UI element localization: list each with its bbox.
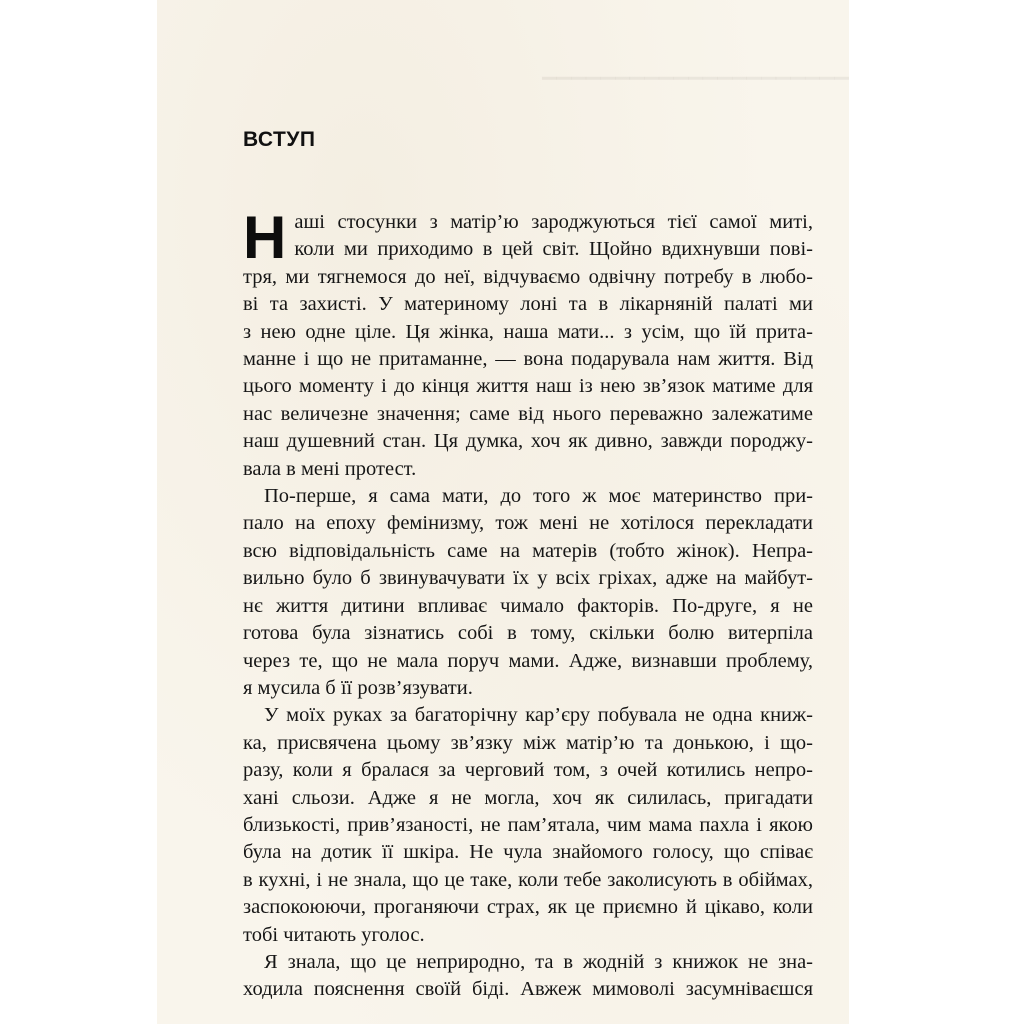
text-line: в кухні, і не знала, що це таке, коли тебе заколисують в обіймах, <box>243 868 813 891</box>
paragraph-4 <box>243 949 813 1004</box>
text-line: заспокоюючи, проганяючи страх, як це приємно й цікаво, коли <box>243 896 813 919</box>
text-line: ка, присвячена цьому зв’язку між матір’ю та донькою, і що- <box>243 731 813 754</box>
text-line: наш душевний стан. Ця думка, хоч як дивно, завжди породжу- <box>243 430 813 453</box>
text-line: через те, що не мала поруч мами. Адже, визнавши проблему, <box>243 649 813 672</box>
chapter-body <box>243 204 813 1004</box>
text-line: цього моменту і до кінця життя наш із нею зв’язок матиме для <box>243 375 813 398</box>
text-line: нас величезне значення; саме від нього переважно залежатиме <box>243 402 813 425</box>
chapter-heading: ВСТУП <box>243 128 316 151</box>
text-line: тря, ми тягнемося до неї, відчуваємо одвічну потребу в любо- <box>243 265 813 288</box>
text-line: ві та захисті. У материному лоні та в лікарняній палаті ми <box>243 293 813 316</box>
paragraph-1 <box>243 204 813 483</box>
text-line: нє життя дитини впливає чимало факторів. По-друге, я не <box>243 594 813 617</box>
text-line: тобі читають уголос. <box>243 923 425 946</box>
paragraph-3 <box>243 702 813 949</box>
text-line: манне і що не притаманне, — вона подарувала нам життя. Від <box>243 348 813 371</box>
text-line: всю відповідальність саме на матерів (тобто жінок). Непра- <box>243 539 813 562</box>
text-line: разу, коли я бралася за черговий том, з очей котились непро- <box>243 759 813 782</box>
show-through-text: ▁▁▁▁▁▁▁▁▁▁▁▁▁▁▁▁▁▁▁▁▁ <box>542 59 849 80</box>
text-line: близькості, прив’язаності, не пам’ятала, чим мама пахла і якою <box>243 813 813 836</box>
text-line: була на дотик її шкіра. Не чула знайомого голосу, що співає <box>243 841 813 864</box>
text-line: з нею одне ціле. Ця жінка, наша мати... з усім, що їй прита- <box>243 320 813 343</box>
text-line: ходила пояснення своїй біді. Авжеж мимоволі засумніваєшся <box>243 978 813 1001</box>
book-page <box>157 0 849 1024</box>
text-line: Я знала, що це неприродно, та в жодній з книжок не зна- <box>264 950 813 973</box>
text-line: я мусила б її розв’язувати. <box>243 676 473 699</box>
paragraph-2 <box>243 483 813 702</box>
drop-cap: Н <box>243 204 287 271</box>
text-line: пало на епоху фемінизму, тож мені не хотілося перекладати <box>243 512 813 535</box>
text-line: готова була зізнатись собі в тому, скільки болю витерпіла <box>243 622 813 645</box>
text-line: аші стосунки з матір’ю зароджуються тієї самої миті, <box>294 211 813 233</box>
text-line: хані сльози. Адже я не могла, хоч як силилась, пригадати <box>243 786 813 809</box>
text-line: вала в мені протест. <box>243 457 417 480</box>
text-line: коли ми приходимо в цей світ. Щойно вдихнувши пові- <box>294 238 813 261</box>
text-line: вильно було б звинувачувати їх у всіх гріхах, адже на майбут- <box>243 567 813 590</box>
text-line: У моїх руках за багаторічну кар’єру побувала не одна книж- <box>264 704 813 727</box>
text-line: По-перше, я сама мати, до того ж моє материнство при- <box>264 485 813 508</box>
